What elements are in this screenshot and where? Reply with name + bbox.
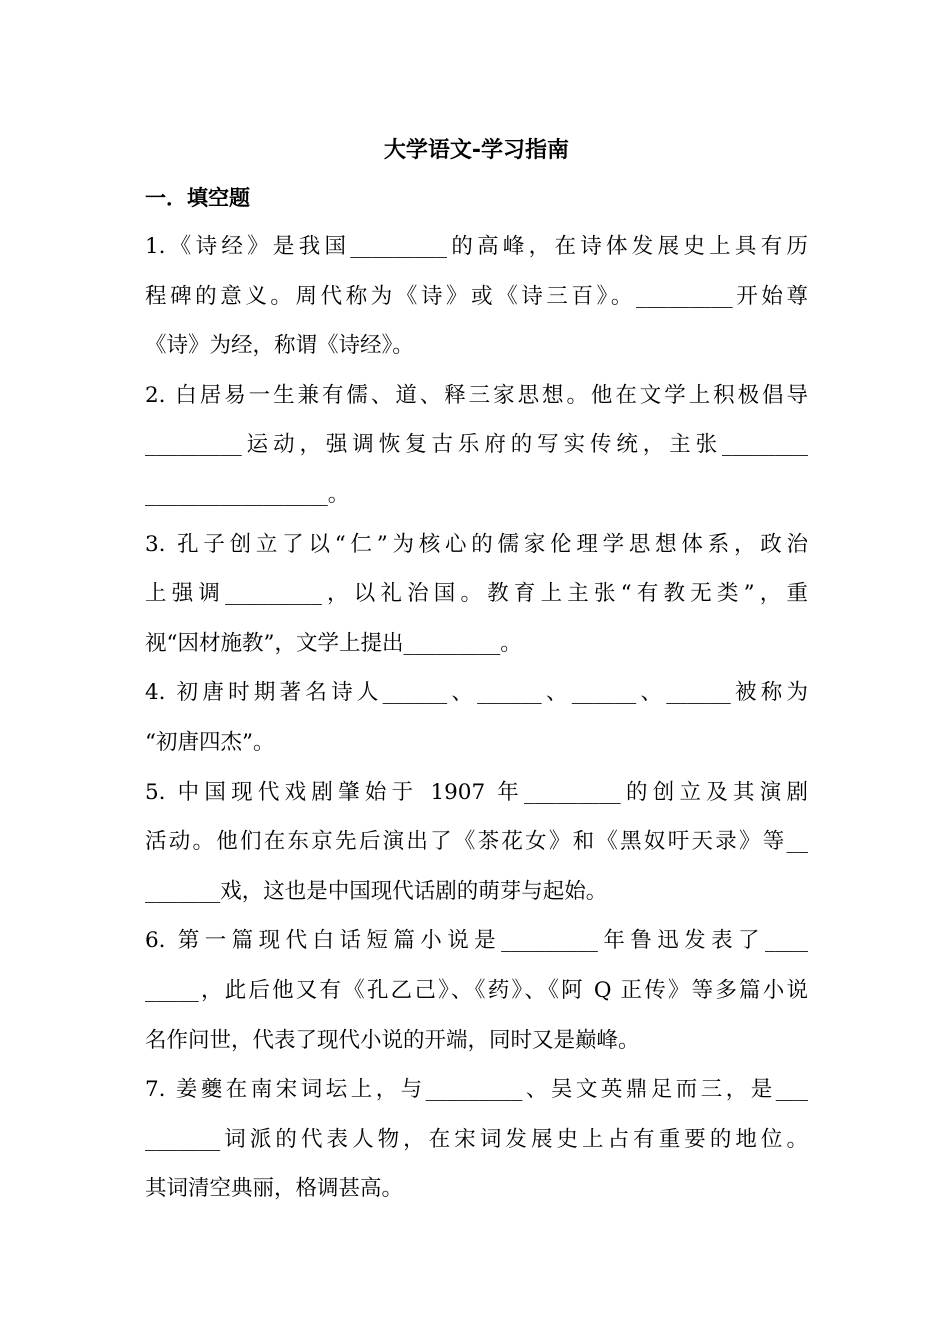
question-line: 2. 白居易一生兼有儒、道、释三家思想。他在文学上积极倡导 bbox=[145, 382, 808, 408]
question-line: _______戏，这也是中国现代话剧的萌芽与起始。 bbox=[145, 878, 608, 904]
section-heading: 一．填空题 bbox=[145, 186, 250, 210]
question-line: _____，此后他又有《孔乙己》、《药》、《阿 Q 正传》等多篇小说 bbox=[145, 977, 808, 1003]
question-4 bbox=[145, 668, 808, 767]
question-line: 3. 孔子创立了以“仁”为核心的儒家伦理学思想体系，政治 bbox=[145, 531, 808, 557]
question-line: 1.《诗经》是我国_________的高峰，在诗体发展史上具有历 bbox=[145, 234, 808, 259]
question-line: 名作问世，代表了现代小说的开端，同时又是巅峰。 bbox=[145, 1027, 640, 1053]
question-line: 程碑的意义。周代称为《诗》或《诗三百》。_________开始尊 bbox=[145, 283, 808, 309]
question-7 bbox=[145, 1065, 808, 1214]
question-5 bbox=[145, 768, 808, 917]
question-1 bbox=[145, 222, 808, 371]
question-list bbox=[145, 222, 808, 1214]
question-line: 5. 中国现代戏剧肇始于 1907 年_________的创立及其演剧 bbox=[145, 779, 808, 805]
question-line: 视“因材施教”，文学上提出_________。 bbox=[145, 630, 522, 656]
question-2 bbox=[145, 371, 808, 520]
question-6 bbox=[145, 916, 808, 1065]
document-page bbox=[145, 128, 808, 1214]
question-line: “初唐四杰”。 bbox=[145, 729, 275, 755]
question-3 bbox=[145, 520, 808, 669]
question-line: _________运动，强调恢复古乐府的写实传统，主张________ bbox=[145, 432, 808, 458]
question-line: 《诗》为经，称谓《诗经》。 bbox=[145, 333, 414, 359]
question-line: 7. 姜夔在南宋词坛上，与_________、吴文英鼎足而三，是___ bbox=[145, 1077, 808, 1103]
question-line: _________________。 bbox=[145, 481, 350, 507]
question-line: 4. 初唐时期著名诗人______、______、______、______被称为 bbox=[145, 680, 808, 706]
question-line: 上强调_________，以礼治国。教育上主张“有教无类”，重 bbox=[145, 581, 808, 607]
document-title: 大学语文-学习指南 bbox=[383, 138, 570, 163]
question-line: 6. 第一篇现代白话短篇小说是_________年鲁迅发表了____ bbox=[145, 928, 808, 954]
question-line: _______词派的代表人物，在宋词发展史上占有重要的地位。 bbox=[145, 1126, 808, 1152]
question-line: 其词清空典丽，格调甚高。 bbox=[145, 1176, 404, 1202]
question-line: 活动。他们在东京先后演出了《茶花女》和《黑奴吁天录》等__ bbox=[145, 829, 808, 855]
